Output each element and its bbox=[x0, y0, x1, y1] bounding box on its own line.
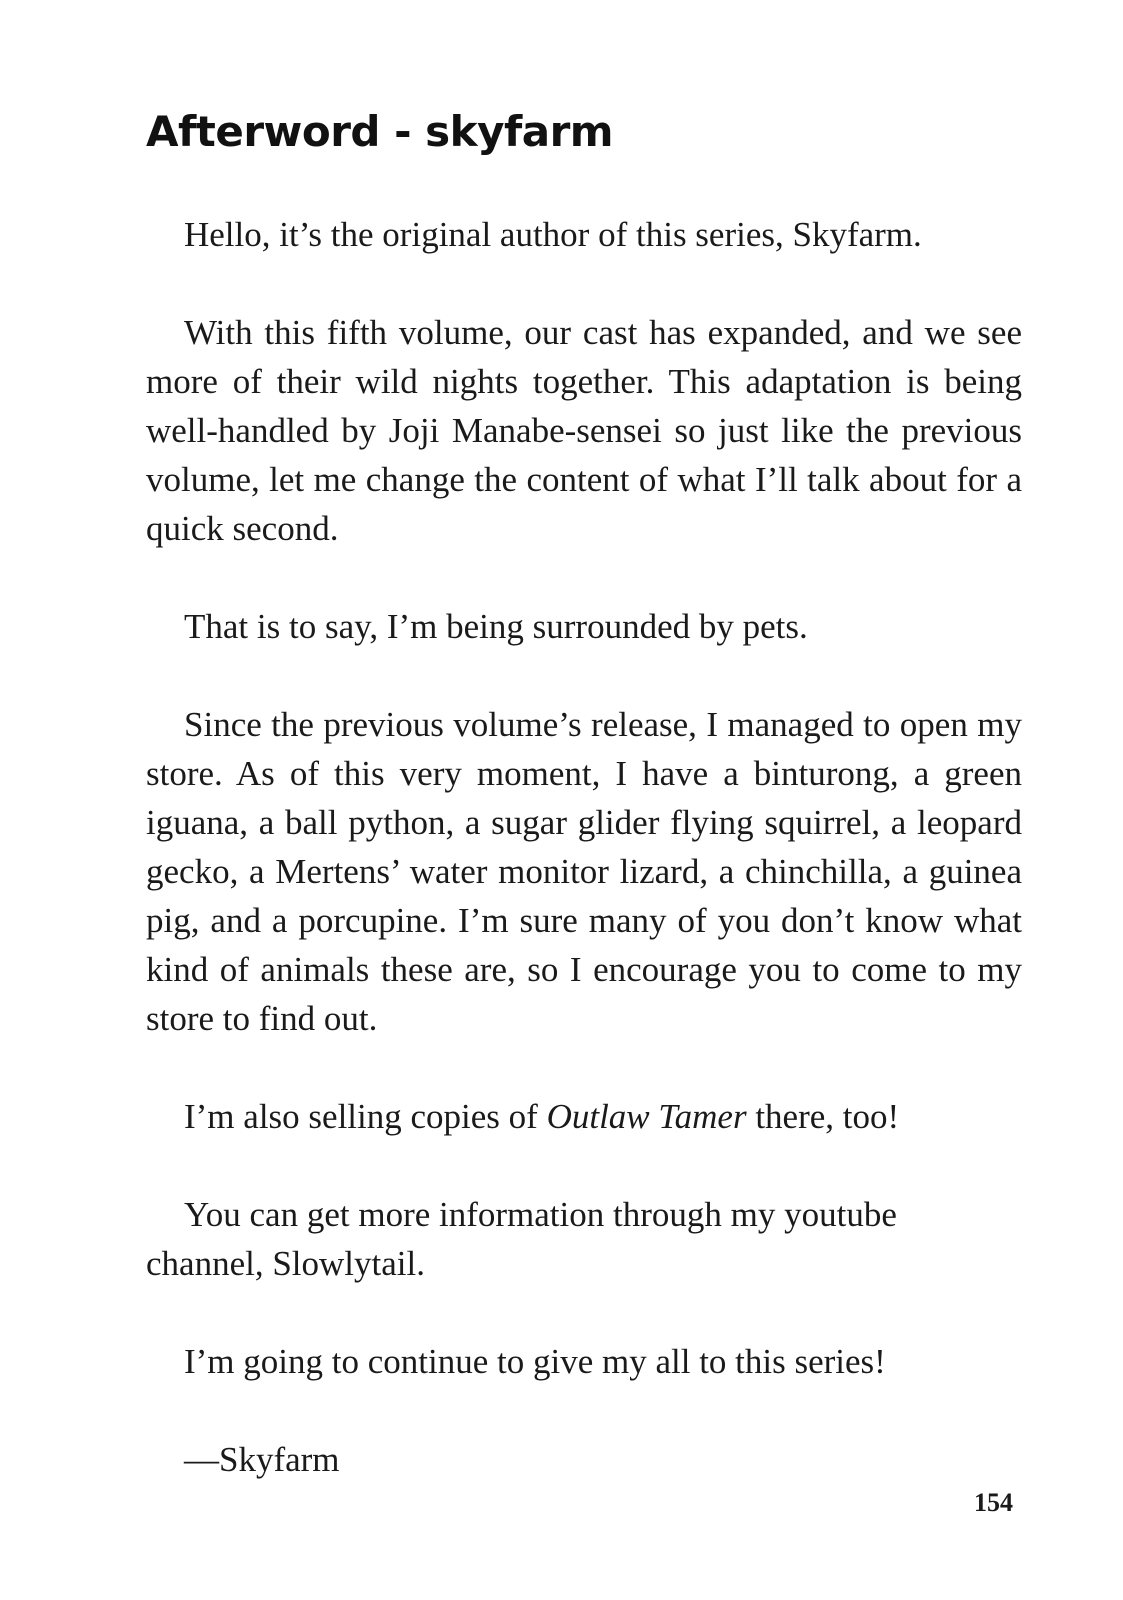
selling-text-after: there, too! bbox=[746, 1097, 900, 1136]
paragraph-greeting: Hello, it’s the original author of this series, Skyfarm. bbox=[184, 215, 922, 254]
paragraph-selling bbox=[146, 1092, 1022, 1141]
book-title-italic: Outlaw Tamer bbox=[546, 1097, 747, 1136]
afterword-body bbox=[146, 210, 1022, 1533]
paragraph-continue: I’m going to continue to give my all to this series! bbox=[184, 1342, 886, 1381]
paragraph-pets: That is to say, I’m being surrounded by pets. bbox=[184, 607, 808, 646]
signature: —Skyfarm bbox=[184, 1440, 340, 1479]
paragraph-channel: You can get more information through my youtube channel, Slowlytail. bbox=[146, 1195, 897, 1283]
page-number: 154 bbox=[974, 1488, 1013, 1517]
selling-text-before: I’m also selling copies of bbox=[184, 1097, 547, 1136]
page-title: Afterword - skyfarm bbox=[146, 107, 614, 156]
paragraph-store: Since the previous volume’s release, I managed to open my store. As of this very moment, I have a binturong, a green iguana, a ball python, a sugar glider flying squirrel, a leopard gecko, a Mertens’ water monitor lizard, a chinchilla, a guinea pig, and a porcupine. I’m sure many of you don’t know what kind of animals these are, so I encourage you to come to my store to find out. bbox=[146, 705, 1022, 1038]
paragraph-volume: With this fifth volume, our cast has expanded, and we see more of their wild nights together. This adaptation is being well-handled by Joji Manabe-sensei so just like the previous volume, let me change the content of what I’ll talk about for a quick second. bbox=[146, 313, 1022, 548]
